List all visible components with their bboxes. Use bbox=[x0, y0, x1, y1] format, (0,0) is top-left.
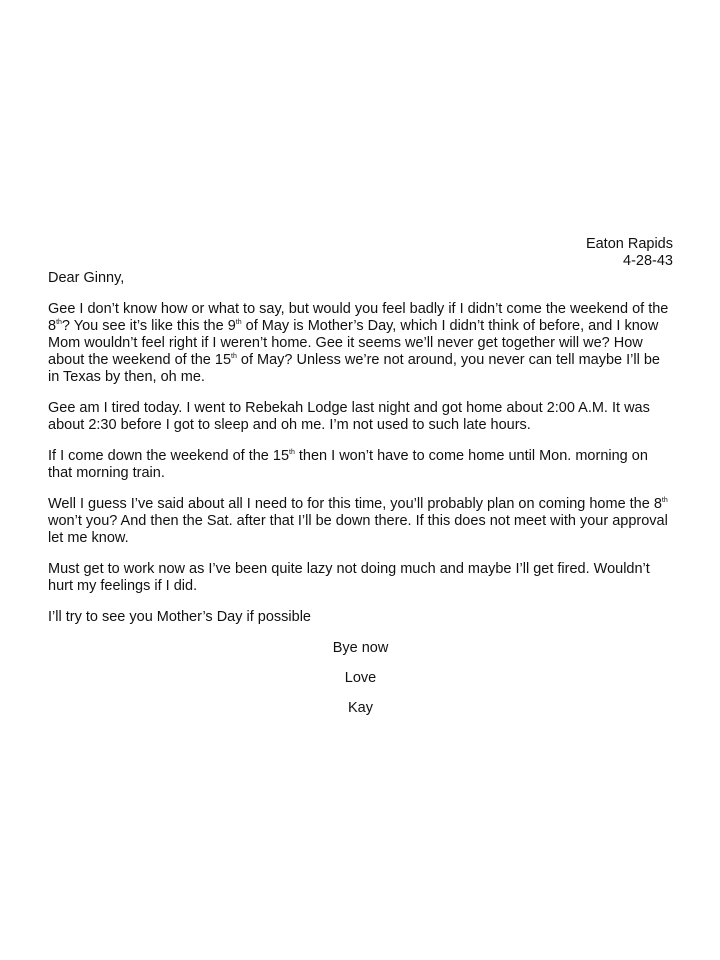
closing-bye: Bye now bbox=[332, 640, 389, 656]
letter-heading bbox=[48, 236, 673, 270]
ordinal-suffix: th bbox=[661, 497, 668, 504]
letter-closing bbox=[48, 640, 673, 717]
paragraph-3-text-b: then I won’t have to come home until Mon. morning on that morning train. bbox=[48, 448, 648, 481]
closing-love: Love bbox=[344, 670, 377, 686]
letter-place: Eaton Rapids bbox=[585, 236, 673, 252]
ordinal-suffix: th bbox=[289, 449, 295, 456]
paragraph-3-text-a: If I come down the weekend of the 15 bbox=[48, 448, 290, 464]
ordinal-suffix: th bbox=[56, 319, 62, 326]
paragraph-3 bbox=[48, 448, 673, 482]
paragraph-4-text-a: Well I guess I’ve said about all I need to for this time, you’ll probably plan on coming home the 8 bbox=[48, 496, 662, 512]
paragraph-4 bbox=[48, 496, 673, 547]
paragraph-1-text-b: ? You see it’s like this the 9 bbox=[61, 318, 236, 334]
paragraph-1-text-d: of May? Unless we’re not around, you never can tell maybe I’ll be in Texas by then, oh me. bbox=[48, 352, 660, 385]
paragraph-2: Gee am I tired today. I went to Rebekah Lodge last night and got home about 2:00 A.M. It was about 2:30 before I got to sleep and oh me. I’m not used to such late hours. bbox=[48, 400, 650, 433]
paragraph-1-text-a: Gee I don’t know how or what to say, but would you feel badly if I didn’t come the weekend of the 8 bbox=[48, 301, 669, 334]
signature: Kay bbox=[348, 700, 373, 716]
ordinal-suffix: th bbox=[231, 353, 237, 360]
letter-date: 4-28-43 bbox=[623, 253, 673, 269]
paragraph-1 bbox=[48, 301, 673, 386]
letter-body bbox=[48, 236, 673, 717]
paragraph-4-text-b: won’t you? And then the Sat. after that I’ll be down there. If this does not meet with your approval let me know. bbox=[48, 513, 668, 546]
ordinal-suffix: th bbox=[235, 319, 242, 326]
salutation: Dear Ginny, bbox=[48, 270, 125, 286]
paragraph-5: Must get to work now as I’ve been quite lazy not doing much and maybe I’ll get fired. Wouldn’t hurt my feelings if I did. bbox=[48, 561, 650, 594]
paragraph-1-text-c: of May is Mother’s Day, which I didn’t think of before, and I know Mom wouldn’t feel right if I weren’t home. Gee it seems we’ll never get together will we? How about the weekend of the 15 bbox=[48, 318, 659, 368]
paragraph-6: I’ll try to see you Mother’s Day if possible bbox=[48, 609, 311, 625]
